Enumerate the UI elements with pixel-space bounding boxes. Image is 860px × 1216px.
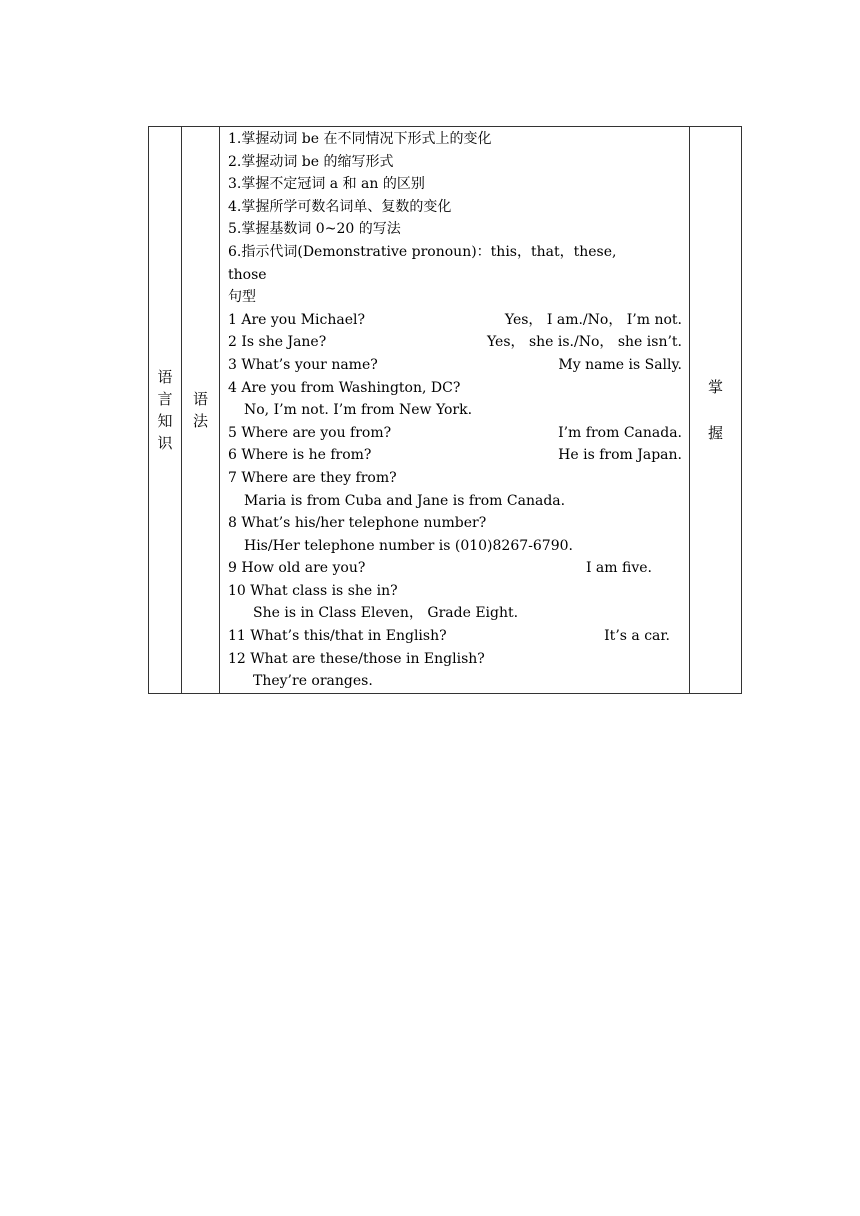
grammar-point: 6.指示代词(Demonstrative pronoun)：this，that，these,: [228, 243, 617, 260]
sentence-line: 3 What’s your name? My name is Sally.: [228, 356, 682, 373]
grammar-point: 3.掌握不定冠词 a 和 an 的区别: [228, 176, 425, 193]
sentence-line: 11 What’s this/that in English? It’s a car.: [228, 628, 670, 645]
sentence-answer: His/Her telephone number is (010)8267-6790.: [244, 537, 573, 554]
sentence-line: 2 Is she Jane? Yes， she is./No， she isn’t.: [228, 334, 682, 351]
category-char: 知: [157, 411, 173, 430]
sentence-answer: They’re oranges.: [253, 673, 373, 690]
table-row: [149, 127, 742, 694]
sentence-line: 12 What are these/those in English?: [228, 650, 485, 667]
category-label: [149, 366, 181, 454]
content-cell: [220, 127, 690, 694]
grammar-point: 4.掌握所学可数名词单、复数的变化: [228, 198, 452, 215]
subcategory-char: 法: [192, 411, 208, 430]
sentence-line: 8 What’s his/her telephone number?: [228, 515, 487, 532]
content-block: [220, 127, 689, 693]
level-cell: [690, 127, 742, 694]
category-cell: [149, 127, 182, 694]
sentence-answer: No, I’m not. I’m from New York.: [244, 402, 473, 419]
sentence-line: 10 What class is she in?: [228, 582, 398, 599]
level-char: 握: [707, 423, 723, 442]
sentence-line: 7 Where are they from?: [228, 469, 397, 486]
category-char: 言: [157, 389, 173, 408]
sentence-line: 9 How old are you? I am five.: [228, 560, 652, 577]
sentence-line: 1 Are you Michael? Yes， I am./No， I’m not.: [228, 311, 682, 328]
grammar-point: 2.掌握动词 be 的缩写形式: [228, 153, 394, 170]
subcategory-label: [182, 388, 219, 432]
sentence-heading: 句型: [228, 289, 256, 306]
category-char: 识: [157, 433, 173, 452]
sentence-answer: She is in Class Eleven， Grade Eight.: [253, 605, 519, 622]
level-char: 掌: [707, 377, 723, 396]
grammar-point: 5.掌握基数词 0~20 的写法: [228, 221, 401, 238]
grammar-point: those: [228, 266, 267, 283]
category-char: 语: [157, 367, 173, 386]
subcategory-cell: [182, 127, 220, 694]
grammar-point: 1.掌握动词 be 在不同情况下形式上的变化: [228, 131, 492, 147]
subcategory-char: 语: [192, 389, 208, 408]
sentence-answer: Maria is from Cuba and Jane is from Canada.: [244, 492, 566, 509]
sentence-line: 4 Are you from Washington, DC?: [228, 379, 461, 396]
grammar-table: [148, 126, 742, 694]
sentence-line: 5 Where are you from? I’m from Canada.: [228, 424, 682, 441]
sentence-line: 6 Where is he from? He is from Japan.: [228, 447, 682, 464]
level-label: [690, 364, 741, 456]
